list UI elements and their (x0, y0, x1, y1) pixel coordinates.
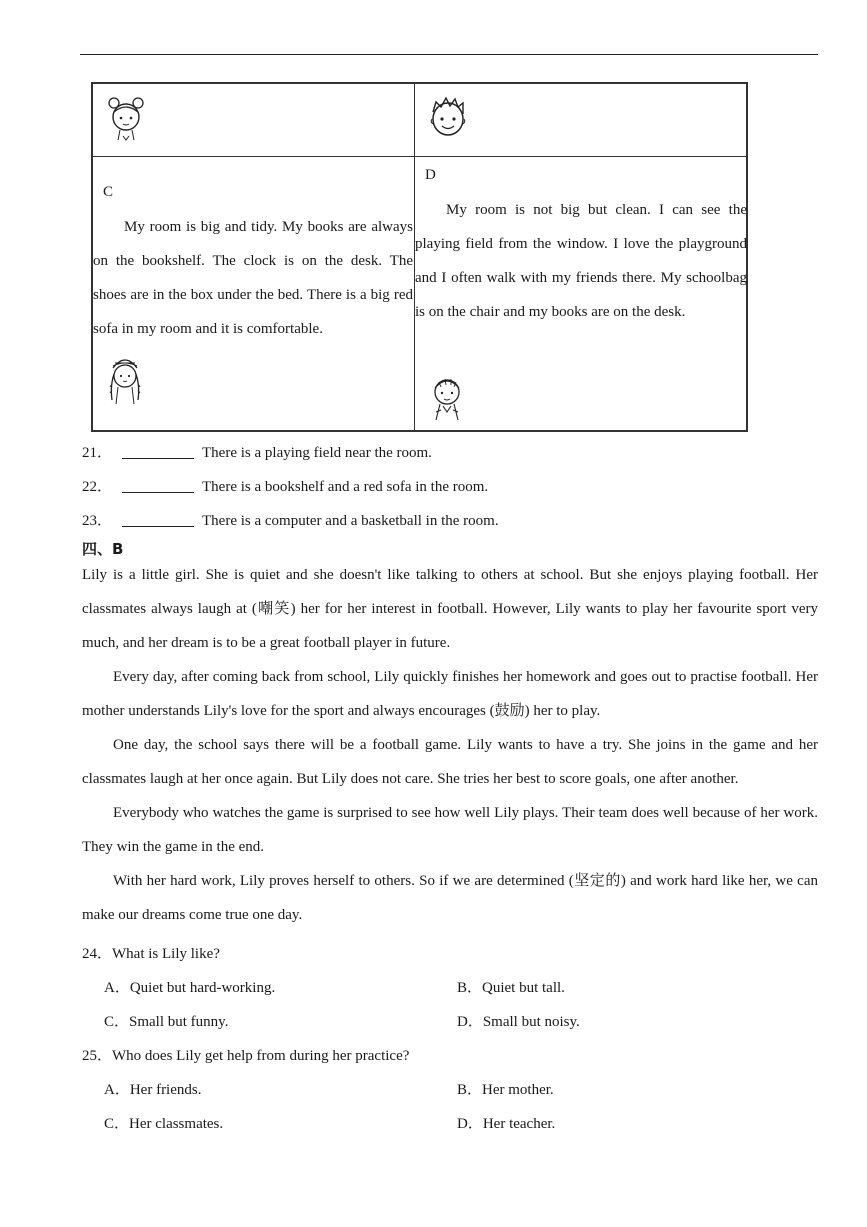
passage-paragraph: Everybody who watches the game is surprised to see how well Lily plays. Their team does well because of her work. They win the game in the end. (82, 805, 818, 855)
cell-c-letter: C (103, 184, 114, 200)
passage-paragraph: With her hard work, Lily proves herself to others. So if we are determined (坚定的) and work hard like her, we can make our dreams come true one day. (82, 873, 818, 923)
question-24-option-c[interactable]: C．Small but funny. (104, 1014, 229, 1030)
answer-blank[interactable] (122, 492, 194, 493)
table-horizontal-divider (93, 156, 746, 157)
question-24-option-b[interactable]: B．Quiet but tall. (457, 980, 565, 996)
question-25-stem: 25．Who does Lily get help from during her practice? (82, 1048, 410, 1064)
item-number: 23． (82, 513, 113, 529)
question-24-option-d[interactable]: D．Small but noisy. (457, 1014, 580, 1030)
item-text: There is a bookshelf and a red sofa in the room. (202, 479, 489, 495)
question-25-option-b[interactable]: B．Her mother. (457, 1082, 554, 1098)
boy-face-icon (427, 94, 469, 142)
passage-paragraph: One day, the school says there will be a football game. Lily wants to have a try. She joins in the game and her classmates laugh at her once again. But Lily does not care. She tries her best to score goals, one after another. (82, 737, 818, 787)
matching-item-23 (82, 509, 499, 530)
answer-blank[interactable] (122, 458, 194, 459)
passage-paragraph: Lily is a little girl. She is quiet and she doesn't like talking to others at school. But she enjoys playing football. Her classmates always laugh at (嘲笑) her for her interest in football. However, Lily wants to play her favourite sport very much, and her dream is to be a great football player in future. (82, 567, 818, 651)
header-rule (80, 54, 818, 55)
question-24-stem: 24．What is Lily like? (82, 946, 220, 962)
matching-item-21 (82, 441, 432, 462)
room-description-table (91, 82, 748, 432)
answer-blank[interactable] (122, 526, 194, 527)
passage-paragraph: Every day, after coming back from school, Lily quickly finishes her homework and goes out to practise football. Her mother understands Lily's love for the sport and always encourages (鼓励) her to play. (82, 669, 818, 719)
question-25-option-c[interactable]: C．Her classmates. (104, 1116, 224, 1132)
item-text: There is a computer and a basketball in the room. (202, 513, 499, 529)
item-number: 22． (82, 479, 113, 495)
girl-braids-icon (105, 354, 145, 406)
cell-d-text: My room is not big but clean. I can see the playing field from the window. I love the playground and I often walk with my friends there. My schoolbag is on the chair and my books are on the desk. (415, 202, 747, 320)
question-25-option-d[interactable]: D．Her teacher. (457, 1116, 556, 1132)
boy-standing-icon (427, 374, 467, 424)
cell-d-letter: D (425, 167, 436, 183)
item-text: There is a playing field near the room. (202, 445, 432, 461)
girl-buns-icon (105, 94, 147, 144)
question-25-option-a[interactable]: A．Her friends. (104, 1082, 202, 1098)
matching-item-22 (82, 475, 488, 496)
item-number: 21． (82, 445, 113, 461)
reading-passage (82, 558, 818, 932)
section-title: 四、B (82, 540, 124, 558)
cell-c-text: My room is big and tidy. My books are always on the bookshelf. The clock is on the desk. The shoes are in the box under the bed. There is a big red sofa in my room and it is comfortable. (93, 219, 413, 337)
question-24-option-a[interactable]: A．Quiet but hard-working. (104, 980, 276, 996)
